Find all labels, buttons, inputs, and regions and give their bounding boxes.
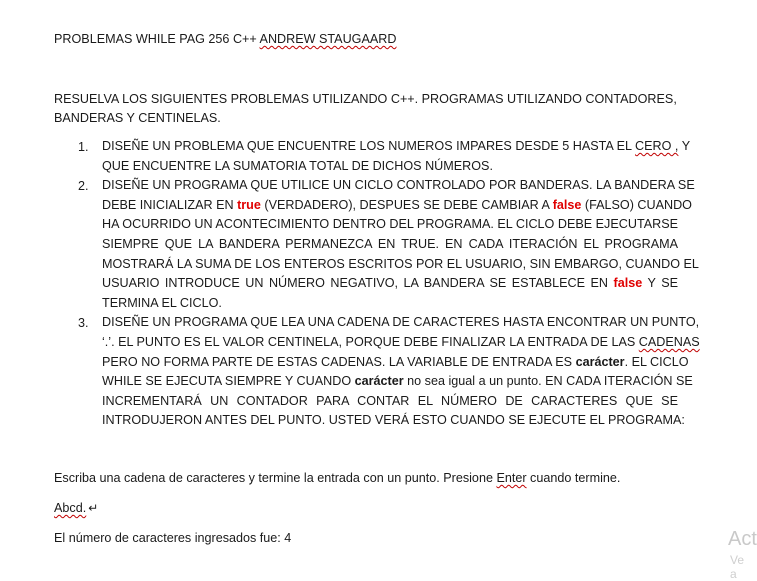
intro-line-2: BANDERAS Y CENTINELAS.	[54, 111, 221, 125]
variable-name: carácter	[354, 374, 404, 389]
item-text: (FALSO) CUANDO	[581, 197, 692, 212]
item-line	[102, 333, 700, 353]
prompt-enter-word: Enter	[496, 471, 527, 485]
item-line	[102, 372, 693, 392]
item-line	[102, 274, 678, 294]
item-number: 1.	[78, 140, 89, 154]
item-line: SIEMPRE QUE LA BANDERA PERMANEZCA EN TRUE. EN CADA ITERACIÓN EL PROGRAMA	[102, 236, 678, 251]
item-line: TERMINA EL CICLO.	[102, 295, 222, 310]
item-line	[102, 353, 689, 373]
item-number: 3.	[78, 316, 89, 331]
item-line: QUE ENCUENTRE LA SUMATORIA TOTAL DE DICHOS NÚMEROS.	[102, 158, 493, 173]
keyword-false: false	[552, 197, 582, 212]
item-line: DISEÑE UN PROGRAMA QUE LEA UNA CADENA DE CARACTERES HASTA ENCONTRAR UN PUNTO,	[102, 315, 700, 330]
program-prompt	[54, 470, 620, 486]
title-author: ANDREW STAUGAARD	[259, 32, 397, 46]
item-text: CERO ,	[635, 139, 679, 153]
item-line: MOSTRARÁ LA SUMA DE LOS ENTEROS ESCRITOS POR EL USUARIO, SIN EMBARGO, CUANDO EL	[102, 256, 699, 271]
item-line: HA OCURRIDO UN ACONTECIMIENTO DENTRO DEL PROGRAMA. EL CICLO DEBE EJECUTARSE	[102, 217, 678, 232]
item-text: USUARIO INTRODUCE UN NÚMERO NEGATIVO, LA BANDERA SE ESTABLECE EN	[102, 276, 614, 291]
prompt-text: cuando termine.	[526, 471, 621, 485]
item-text: Y SE	[642, 276, 679, 291]
input-value: Abcd.	[54, 501, 87, 515]
item-line: DISEÑE UN PROGRAMA QUE UTILICE UN CICLO CONTROLADO POR BANDERAS. LA BANDERA SE	[102, 178, 695, 193]
item-text: ‘.’. EL PUNTO ES EL VALOR CENTINELA, PORQUE DEBE FINALIZAR LA ENTRADA DE LAS	[102, 334, 639, 349]
activation-watermark: Act	[728, 528, 757, 550]
title-text: PROBLEMAS WHILE PAG 256 C++	[54, 32, 260, 46]
item-text: DISEÑE UN PROBLEMA QUE ENCUENTRE LOS NUMEROS IMPARES DESDE 5 HASTA EL	[102, 139, 636, 153]
item-text: . EL CICLO	[624, 354, 689, 369]
enter-icon: ↵	[88, 501, 99, 515]
variable-name: carácter	[575, 354, 625, 369]
activation-watermark-sub: Ve a	[730, 553, 745, 581]
item-text: CADENAS	[638, 334, 700, 349]
item-number: 2.	[78, 179, 89, 194]
item-line	[102, 196, 692, 216]
item-text: (VERDADERO), DESPUES SE DEBE CAMBIAR A	[260, 197, 553, 212]
item-text: Y	[678, 139, 691, 153]
item-line: INTRODUJERON ANTES DEL PUNTO. USTED VERÁ ESTO CUANDO SE EJECUTE EL PROGRAMA:	[102, 413, 685, 428]
page-title	[54, 31, 396, 47]
keyword-false: false	[613, 276, 643, 291]
keyword-true: true	[237, 197, 261, 212]
item-text: PERO NO FORMA PARTE DE ESTAS CADENAS. LA VARIABLE DE ENTRADA ES	[102, 354, 576, 369]
item-text: no sea igual a un punto. EN CADA ITERACIÓN SE	[403, 374, 693, 389]
prompt-text: Escriba una cadena de caracteres y termine la entrada con un punto. Presione	[54, 471, 497, 485]
program-result: El número de caracteres ingresados fue: 4	[54, 531, 292, 545]
intro-line-1: RESUELVA LOS SIGUIENTES PROBLEMAS UTILIZANDO C++. PROGRAMAS UTILIZANDO CONTADORES,	[54, 92, 677, 106]
item-line	[102, 137, 691, 157]
program-input	[54, 500, 98, 516]
item-line: INCREMENTARÁ UN CONTADOR PARA CONTAR EL NÚMERO DE CARACTERES QUE SE	[102, 393, 678, 408]
item-text: DEBE INICIALIZAR EN	[102, 197, 238, 212]
item-text: WHILE SE EJECUTA SIEMPRE Y CUANDO	[102, 374, 355, 389]
